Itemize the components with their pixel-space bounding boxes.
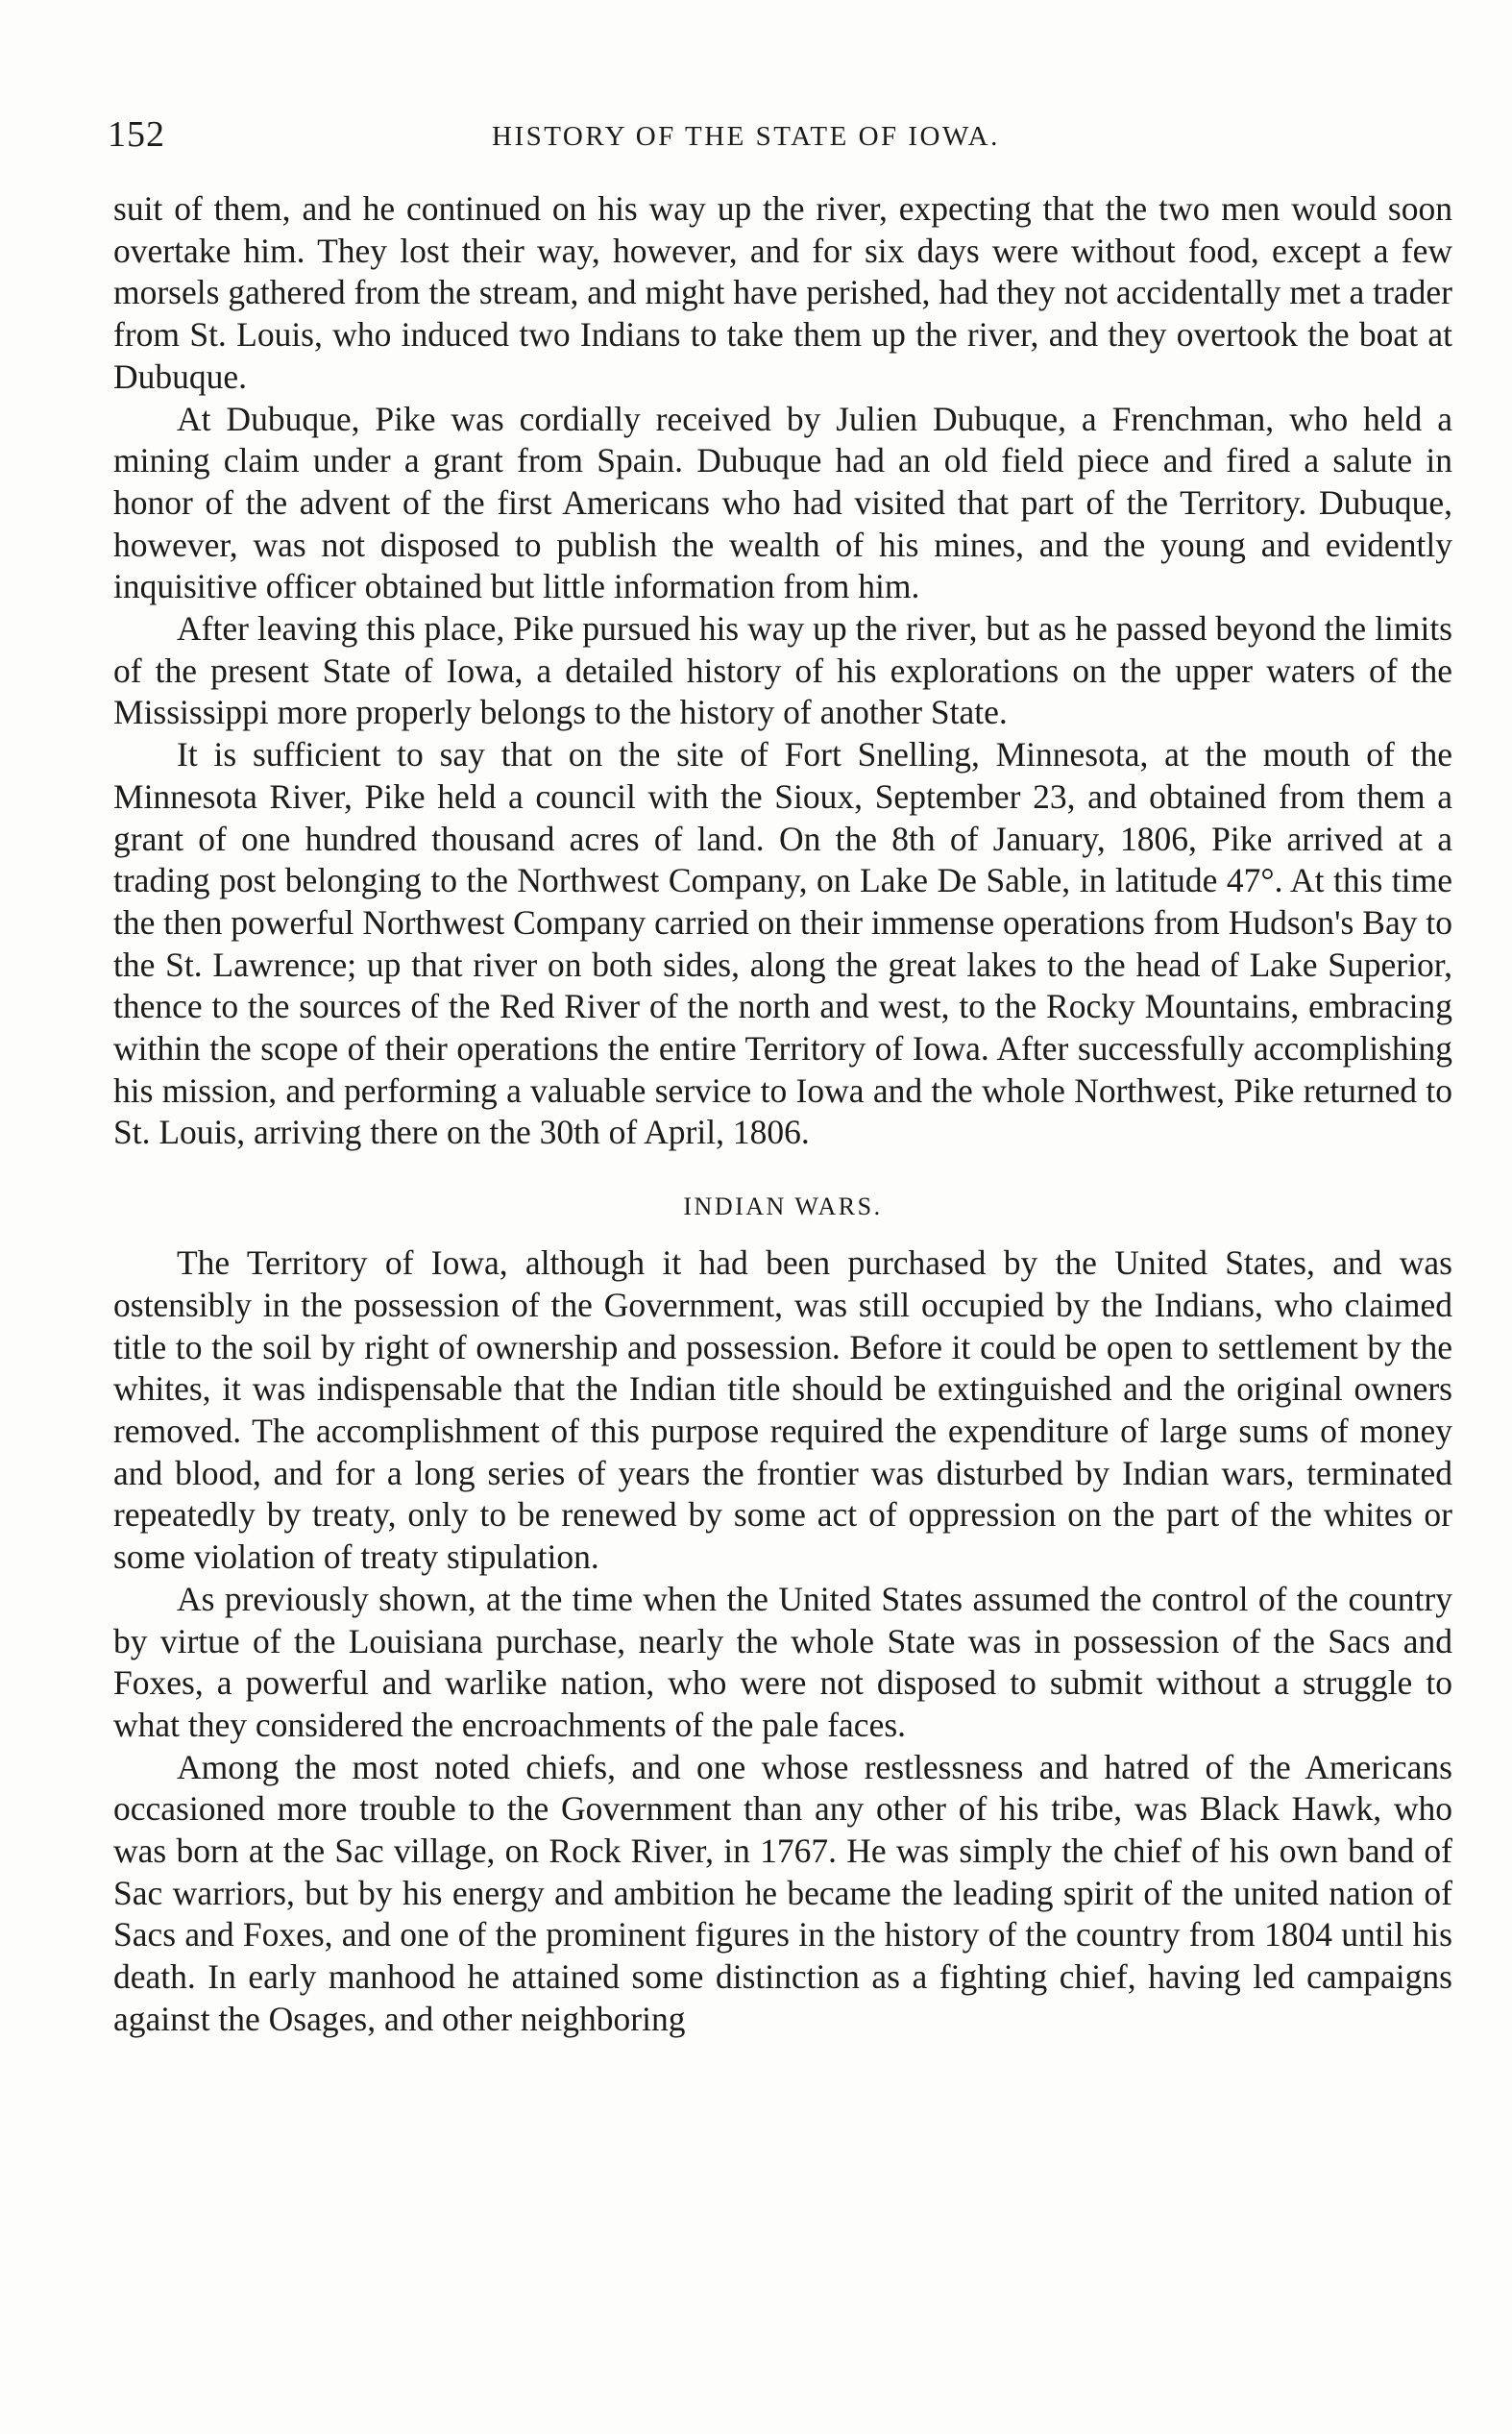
paragraph: suit of them, and he continued on his way up the river, expecting that the two men would soon overtake him. They lost their way, however, and for six days were without food, except a few morsels gathered from the stream, and might have perished, had they not accidentally met a trader from St. Louis, who induced two Indians to take them up the river, and they overtook the boat at Dubuque. xyxy=(113,189,1452,396)
paragraph: Among the most noted chiefs, and one whose restlessness and hatred of the Americans occasioned more trouble to the Government than any other of his tribe, was Black Hawk, who was born at the Sac village, on Rock River, in 1767. He was simply the chief of his own band of Sac warriors, but by his energy and ambition he became the leading spirit of the united nation of Sacs and Foxes, and one of the prominent figures in the history of the country from 1804 until his death. In early manhood he attained some distinction as a fighting chief, having led campaigns against the Osages, and other neighboring xyxy=(113,1747,1452,2038)
section-heading: INDIAN WARS. xyxy=(683,1192,883,1221)
paragraph: At Dubuque, Pike was cordially received by Julien Dubuque, a Frenchman, who held a mining claim under a grant from Spain. Dubuque had an old field piece and fired a salute in honor of the advent of the first Americans who had visited that part of the Territory. Dubuque, however, was not disposed to publish the wealth of his mines, and the young and evidently inquisitive officer obtained but little information from him. xyxy=(113,399,1452,606)
paragraph: After leaving this place, Pike pursued his way up the river, but as he passed beyond the limits of the present State of Iowa, a detailed history of his explorations on the upper waters of the Mississippi more properly belongs to the history of another State. xyxy=(113,609,1452,732)
running-title: HISTORY OF THE STATE OF IOWA. xyxy=(492,121,1000,152)
page-header xyxy=(108,113,1452,161)
paragraph: As previously shown, at the time when the United States assumed the control of the country by virtue of the Louisiana purchase, nearly the whole State was in possession of the Sacs and Foxes, a powerful and warlike nation, who were not disposed to submit without a struggle to what they considered the encroachments of the pale faces. xyxy=(113,1579,1452,1744)
paragraph: It is sufficient to say that on the site of Fort Snelling, Minnesota, at the mouth of the Minnesota River, Pike held a council with the Sioux, September 23, and obtained from them a grant of one hundred thousand acres of land. On the 8th of January, 1806, Pike arrived at a trading post belonging to the Northwest Company, on Lake De Sable, in latitude 47°. At this time the then powerful Northwest Company carried on their immense operations from Hudson's Bay to the St. Lawrence; up that river on both sides, along the great lakes to the head of Lake Superior, thence to the sources of the Red River of the north and west, to the Rocky Mountains, embracing within the scope of their operations the entire Territory of Iowa. After successfully accomplishing his mission, and performing a valuable service to Iowa and the whole Northwest, Pike returned to St. Louis, arriving there on the 30th of April, 1806. xyxy=(113,735,1452,1152)
page-number: 152 xyxy=(108,114,165,155)
paragraph: The Territory of Iowa, although it had been purchased by the United States, and was ostensibly in the possession of the Government, was still occupied by the Indians, who claimed title to the soil by right of ownership and possession. Before it could be open to settlement by the whites, it was indispensable that the Indian title should be extinguished and the original owners removed. The accomplishment of this purpose required the expenditure of large sums of money and blood, and for a long series of years the frontier was disturbed by Indian wars, terminated repeatedly by treaty, only to be renewed by some act of oppression on the part of the whites or some violation of treaty stipulation. xyxy=(113,1243,1452,1577)
body-text xyxy=(113,188,1452,2041)
